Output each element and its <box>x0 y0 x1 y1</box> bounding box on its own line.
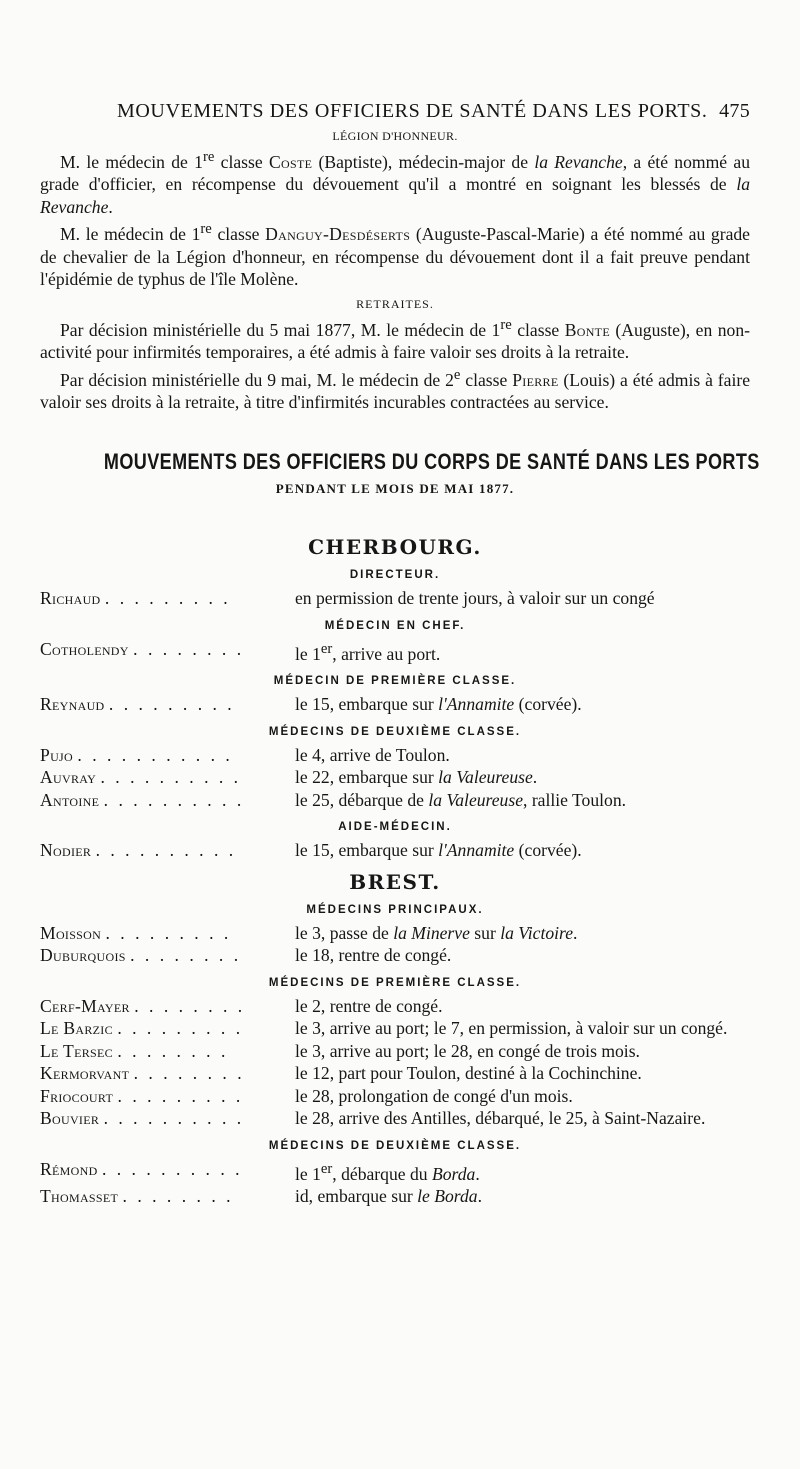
paragraph-danguy: M. le médecin de 1re classe Danguy-Desdéserts (Auguste-Pascal-Marie) a été nommé au grade de chevalier de la Légion d'honneur, en récompense du dévouement dont il a fait preuve pendant l'épidémie de typhus de l'île Molène. <box>40 221 750 290</box>
list-item: Moisson . . . . . . . . . le 3, passe de la Minerve sur la Victoire. <box>40 922 578 943</box>
list-item: Rémond . . . . . . . . . . le 1er, débarque du Borda. <box>40 1158 480 1184</box>
port-title-cherbourg: CHERBOURG. <box>308 535 482 560</box>
person-name: Coste <box>268 151 313 172</box>
list-item: Duburquois . . . . . . . . le 18, rentre de congé. <box>40 945 452 966</box>
grade-heading: MÉDECINS DE DEUXIÈME CLASSE. <box>268 1139 522 1152</box>
list-item: Cotholendy . . . . . . . . le 1er, arrive au port. <box>40 638 441 664</box>
paragraph-coste: M. le médecin de 1re classe Coste (Baptiste), médecin-major de la Revanche, a été nommé au grade d'officier, en récompense du dévouement qu'il a montré en soignant les blessés de la Revanche. <box>40 149 750 217</box>
grade-heading: MÉDECINS DE DEUXIÈME CLASSE. <box>268 725 522 738</box>
list-item: Le Barzic . . . . . . . . . le 3, arrive au port; le 7, en permission, à valoir sur un congé. <box>40 1018 728 1039</box>
list-item: Antoine . . . . . . . . . . le 25, débarque de la Valeureuse, rallie Toulon. <box>40 789 627 810</box>
list-item: Kermorvant . . . . . . . . le 12, part pour Toulon, destiné à la Cochinchine. <box>40 1063 642 1084</box>
grade-heading: MÉDECINS PRINCIPAUX. <box>306 903 484 916</box>
grade-heading: MÉDECIN EN CHEF. <box>324 619 466 632</box>
sub-heading: PENDANT LE MOIS DE MAI 1877. <box>275 481 515 497</box>
main-heading: MOUVEMENTS DES OFFICIERS DU CORPS DE SANTÉ DANS LES PORTS <box>103 449 760 475</box>
page-number: 475 <box>719 100 750 122</box>
grade-heading: DIRECTEUR. <box>349 569 441 582</box>
list-item: Friocourt . . . . . . . . . le 28, prolongation de congé d'un mois. <box>40 1085 573 1106</box>
grade-heading: AIDE-MÉDECIN. <box>338 821 452 834</box>
person-name: Danguy-Desdéserts <box>265 224 411 245</box>
section-legion-honneur: LÉGION D'HONNEUR. <box>332 129 458 143</box>
list-item: Richaud . . . . . . . . . en permission de trente jours, à valoir sur un congé <box>40 588 655 609</box>
grade-heading: MÉDECIN DE PREMIÈRE CLASSE. <box>273 675 517 688</box>
section-retraites: RETRAITES. <box>356 296 434 311</box>
list-item: Bouvier . . . . . . . . . . le 28, arrive des Antilles, débarqué, le 25, à Saint-Nazaire. <box>40 1108 706 1129</box>
running-head <box>117 100 750 123</box>
list-item: Cerf-Mayer . . . . . . . . le 2, rentre de congé. <box>40 995 443 1016</box>
paragraph-pierre: Par décision ministérielle du 9 mai, M. le médecin de 2e classe Pierre (Louis) a été admis à faire valoir ses droits à la retraite, à titre d'infirmités incurables contractées au service. <box>40 366 751 412</box>
list-item: Le Tersec . . . . . . . . le 3, arrive au port; le 28, en congé de trois mois. <box>40 1040 640 1061</box>
person-name: Pierre <box>512 369 559 390</box>
ship-name: la Revanche <box>534 151 623 172</box>
paragraph-bonte: Par décision ministérielle du 5 mai 1877, M. le médecin de 1re classe Bonte (Auguste), en non-activité pour infirmités temporaires, a été admis à faire valoir ses droits à la retraite. <box>40 316 750 363</box>
port-title-brest: BREST. <box>349 869 441 894</box>
running-head-title: MOUVEMENTS DES OFFICIERS DE SANTÉ DANS LES PORTS. <box>117 100 708 122</box>
list-item: Thomasset . . . . . . . . id, embarque sur le Borda. <box>40 1186 482 1207</box>
grade-heading: MÉDECINS DE PREMIÈRE CLASSE. <box>268 976 522 989</box>
person-name: Bonte <box>564 319 610 340</box>
list-item: Reynaud . . . . . . . . . le 15, embarque sur l'Annamite (corvée). <box>40 694 582 715</box>
list-item: Pujo . . . . . . . . . . . le 4, arrive de Toulon. <box>40 744 450 765</box>
page <box>40 100 760 1208</box>
ship-name: la Revanche <box>40 174 750 217</box>
list-item: Auvray . . . . . . . . . . le 22, embarque sur la Valeureuse. <box>40 767 538 788</box>
list-item: Nodier . . . . . . . . . . le 15, embarque sur l'Annamite (corvée). <box>40 840 582 861</box>
